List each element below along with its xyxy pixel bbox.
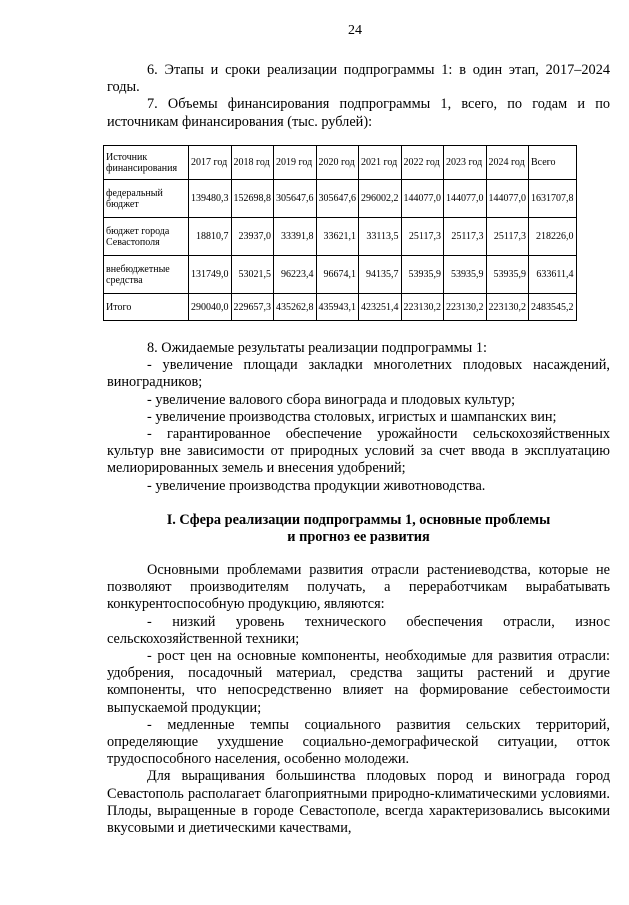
table-cell: 218226,0: [529, 218, 577, 256]
table-cell: 290040,0: [189, 294, 232, 321]
table-header-cell: 2020 год: [316, 146, 359, 180]
table-total-row: [104, 294, 577, 321]
table-cell: Итого: [104, 294, 189, 321]
table-cell: 144077,0: [401, 180, 444, 218]
table-header-row: [104, 146, 577, 180]
table-header-cell: Источник финансирования: [104, 146, 189, 180]
table-cell: 25117,3: [486, 218, 529, 256]
section-heading-line: и прогноз ее развития: [287, 529, 430, 546]
body-paragraph: Основными проблемами развития отрасли растениеводства, которые не позволяют производителям получать, а переработчикам вырабатывать конкурентоспособную продукцию, являются:: [107, 562, 610, 613]
table-row: [104, 256, 577, 294]
table-cell: 305647,6: [316, 180, 359, 218]
list-item: - медленные темпы социального развития сельских территорий, определяющие ухудшение социально-демографической ситуации, отток трудоспособного населения, особенно молодежи.: [107, 716, 610, 768]
table-cell: 53021,5: [231, 256, 274, 294]
list-item: - увеличение производства столовых, игристых и шампанских вин;: [147, 408, 557, 425]
table-cell: 25117,3: [444, 218, 487, 256]
items-6-7: [107, 62, 610, 131]
table-cell: 144077,0: [444, 180, 487, 218]
table-header-cell: 2017 год: [189, 146, 232, 180]
item-8: [107, 340, 610, 495]
list-item: - увеличение валового сбора винограда и плодовых культур;: [147, 391, 516, 408]
table-header-cell: 2021 год: [359, 146, 402, 180]
table-cell: 94135,7: [359, 256, 402, 294]
table-row: [104, 218, 577, 256]
body-paragraph: Для выращивания большинства плодовых пород и винограда город Севастополь располагает благоприятными природно-климатическими условиями. Плоды, выращенные в городе Севастополе, всегда характеризовались высокими вкусовыми и диетическими качествами,: [107, 768, 610, 837]
table-header-cell: Всего: [529, 146, 577, 180]
table-cell: 33391,8: [274, 218, 317, 256]
table-cell: бюджет города Севастополя: [104, 218, 189, 256]
table-cell: 33621,1: [316, 218, 359, 256]
table-cell: 25117,3: [401, 218, 444, 256]
table-cell: 296002,2: [359, 180, 402, 218]
table-header-cell: 2022 год: [401, 146, 444, 180]
item-8-title: 8. Ожидаемые результаты реализации подпрограммы 1:: [147, 340, 487, 356]
table-cell: 223130,2: [444, 294, 487, 321]
table-cell: 435262,8: [274, 294, 317, 321]
table-cell: федеральный бюджет: [104, 180, 189, 218]
section-heading-line: I. Сфера реализации подпрограммы 1, основные проблемы: [166, 512, 551, 528]
page-number: 24: [348, 23, 362, 38]
table-cell: 152698,8: [231, 180, 274, 218]
table-cell: 131749,0: [189, 256, 232, 294]
table-row: [104, 180, 577, 218]
list-item: - увеличение производства продукции животноводства.: [147, 477, 486, 494]
table-cell: 435943,1: [316, 294, 359, 321]
table-cell: 223130,2: [486, 294, 529, 321]
section-body: [107, 562, 610, 837]
table-cell: внебюджетные средства: [104, 256, 189, 294]
table-cell: 305647,6: [274, 180, 317, 218]
list-item: - рост цен на основные компоненты, необходимые для развития отрасли: удобрения, посадочный материал, средства защиты растений и другие компоненты, что непосредственно влияет на формирование себестоимости выпускаемой продукции;: [107, 648, 610, 716]
table-cell: 139480,3: [189, 180, 232, 218]
table-cell: 144077,0: [486, 180, 529, 218]
table-cell: 53935,9: [444, 256, 487, 294]
table-header-cell: 2024 год: [486, 146, 529, 180]
list-item: - увеличение площади закладки многолетних плодовых насаждений, виноградников;: [107, 357, 610, 391]
table-cell: 23937,0: [231, 218, 274, 256]
table-cell: 18810,7: [189, 218, 232, 256]
table-cell: 33113,5: [359, 218, 402, 256]
section-heading: [107, 512, 610, 546]
table-header-cell: 2018 год: [231, 146, 274, 180]
list-item: - гарантированное обеспечение урожайности сельскохозяйственных культур вне зависимости от природных условий за счет ввода в эксплуатацию мелиорированных земель и внесения удобрений;: [107, 426, 610, 477]
table-cell: 96223,4: [274, 256, 317, 294]
list-item: - низкий уровень технического обеспечения отрасли, износ сельскохозяйственной техники;: [107, 613, 610, 647]
table-cell: 229657,3: [231, 294, 274, 321]
item-7: 7. Объемы финансирования подпрограммы 1, всего, по годам и по источникам финансирования (тыс. рублей):: [107, 96, 610, 130]
table-cell: 53935,9: [486, 256, 529, 294]
table-cell: 423251,4: [359, 294, 402, 321]
table-cell: 633611,4: [529, 256, 577, 294]
item-6: 6. Этапы и сроки реализации подпрограммы 1: в один этап, 2017–2024 годы.: [107, 62, 610, 96]
table-cell: 2483545,2: [529, 294, 577, 321]
financing-table: [103, 145, 577, 321]
table-cell: 96674,1: [316, 256, 359, 294]
table-cell: 53935,9: [401, 256, 444, 294]
table-cell: 1631707,8: [529, 180, 577, 218]
table-header-cell: 2019 год: [274, 146, 317, 180]
table-header-cell: 2023 год: [444, 146, 487, 180]
table-cell: 223130,2: [401, 294, 444, 321]
